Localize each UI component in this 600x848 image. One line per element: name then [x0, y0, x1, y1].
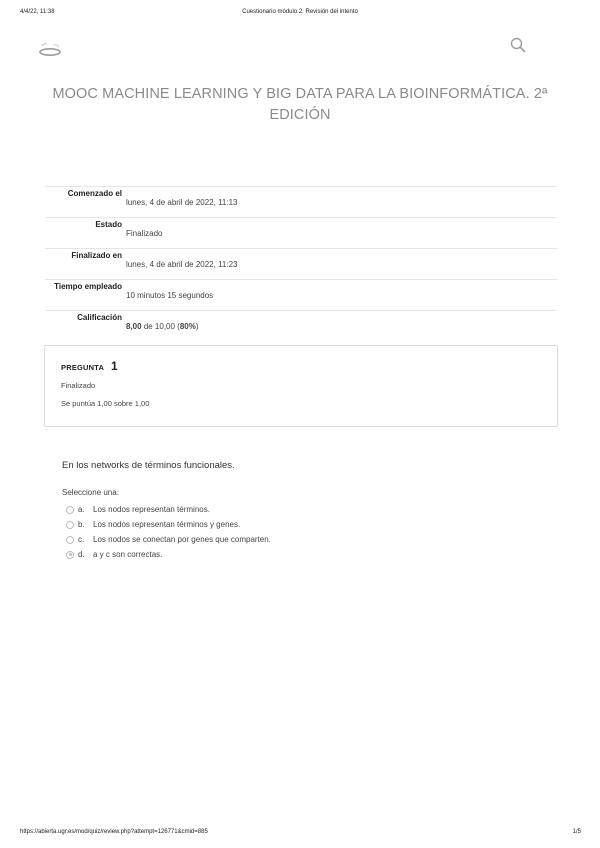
question-state: Finalizado [61, 381, 96, 390]
print-url[interactable]: https://abierta.ugr.es/mod/quiz/review.php?attempt=126771&cmid=885 [20, 829, 208, 835]
radio-button-selected[interactable] [66, 551, 74, 559]
grade-percent: 80% [179, 322, 196, 331]
grade-of: de 10,00 ( [143, 322, 180, 331]
answer-option-c[interactable] [66, 532, 271, 547]
answer-option-d[interactable] [66, 547, 271, 562]
summary-label: Calificación [77, 313, 122, 322]
answer-options [66, 502, 271, 562]
radio-button[interactable] [66, 506, 74, 514]
summary-value [122, 311, 199, 341]
summary-label: Tiempo empleado [54, 282, 122, 291]
course-title: MOOC MACHINE LEARNING Y BIG DATA PARA LA BIOINFORMÁTICA. 2ª EDICIÓN [52, 86, 548, 123]
print-page-number: 1/5 [572, 829, 581, 835]
option-text: a y c son correctas. [93, 550, 163, 559]
summary-value: Finalizado [126, 229, 163, 238]
summary-label: Finalizado en [71, 251, 122, 260]
summary-label: Comenzado el [67, 189, 122, 198]
question-info-card [44, 345, 558, 427]
grade-close: ) [195, 322, 199, 331]
question-text: En los networks de términos funcionales. [62, 460, 235, 471]
print-datetime: 4/4/22, 11:38 [20, 9, 55, 15]
summary-label: Estado [95, 220, 122, 229]
summary-value: lunes, 4 de abril de 2022, 11:23 [126, 260, 238, 269]
option-text: Los nodos representan términos y genes. [93, 520, 241, 529]
question-grade: Se puntúa 1,00 sobre 1,00 [61, 399, 150, 408]
option-text: Los nodos representan términos. [93, 505, 210, 514]
option-letter: b. [78, 520, 85, 529]
answer-option-a[interactable] [66, 502, 271, 517]
grade-score: 8,00 [126, 322, 142, 331]
radio-button[interactable] [66, 536, 74, 544]
answer-prompt: Seleccione una: [62, 488, 119, 497]
answer-option-b[interactable] [66, 517, 271, 532]
search-icon[interactable] [510, 37, 526, 53]
option-letter: d. [78, 550, 85, 559]
option-letter: a. [78, 505, 85, 514]
option-letter: c. [78, 535, 85, 544]
ugr-logo-icon[interactable] [38, 40, 62, 58]
summary-value: 10 minutos 15 segundos [126, 291, 214, 300]
summary-row-time [45, 279, 557, 310]
attempt-summary [45, 186, 557, 341]
summary-row-started [45, 186, 557, 217]
summary-value: lunes, 4 de abril de 2022, 11:13 [126, 198, 238, 207]
summary-row-state [45, 217, 557, 248]
radio-button[interactable] [66, 521, 74, 529]
print-page-title: Cuestionario módulo 2: Revisión del intento [242, 9, 358, 15]
question-label: PREGUNTA [61, 363, 105, 372]
summary-row-grade [45, 310, 557, 341]
summary-row-finished [45, 248, 557, 279]
question-number: 1 [111, 359, 118, 373]
option-text: Los nodos se conectan por genes que comparten. [93, 535, 271, 544]
